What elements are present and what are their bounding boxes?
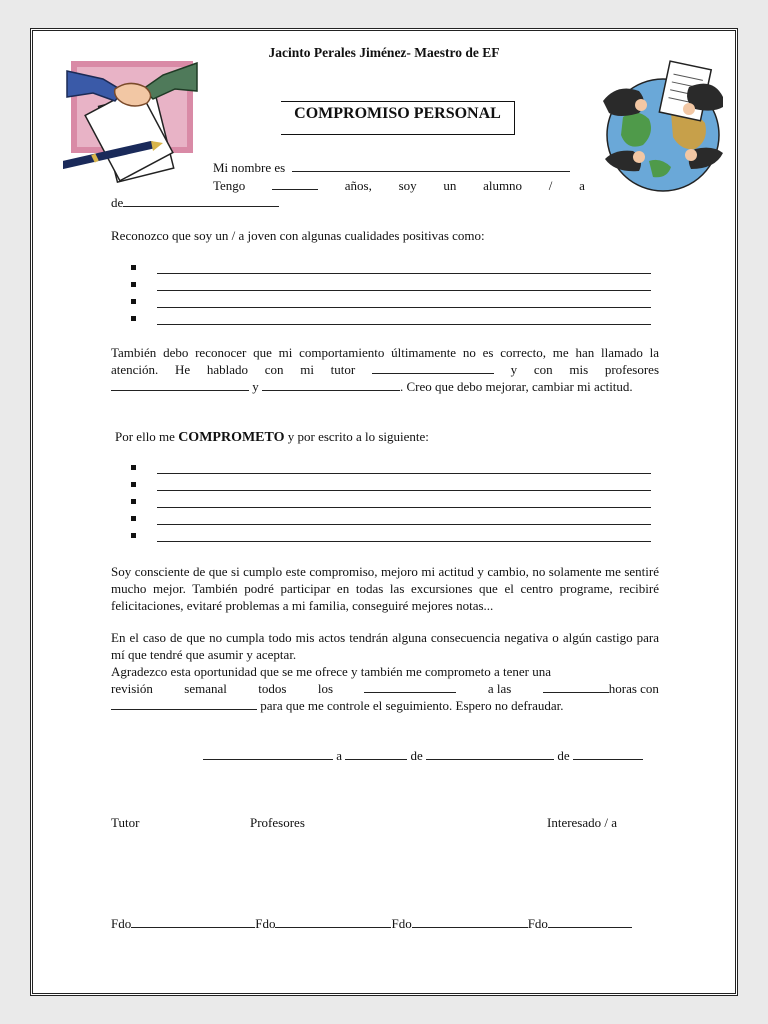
blank-line[interactable] xyxy=(157,273,651,274)
date-de-1: de xyxy=(410,748,423,763)
commit-line xyxy=(115,428,429,446)
list-item xyxy=(131,493,651,510)
controlador-field[interactable] xyxy=(111,697,257,710)
blank-line[interactable] xyxy=(157,307,651,308)
tutor-label: Tutor xyxy=(111,815,140,830)
profesores-label: Profesores xyxy=(250,815,305,830)
bullet-icon xyxy=(131,533,136,538)
year-field[interactable] xyxy=(573,747,643,760)
signature-field[interactable] xyxy=(131,915,255,928)
fdo-label: Fdo xyxy=(527,916,548,931)
page-header: Jacinto Perales Jiménez- Maestro de EF xyxy=(268,45,500,60)
list-item xyxy=(131,293,651,310)
blank-line[interactable] xyxy=(157,524,651,525)
signature-field[interactable] xyxy=(275,915,391,928)
todos-word: todos xyxy=(258,681,287,696)
horas-con-word: horas con xyxy=(608,681,659,696)
commitments-list xyxy=(131,459,651,544)
date-de-2: de xyxy=(557,748,570,763)
age-a: a xyxy=(579,178,585,193)
blank-line[interactable] xyxy=(157,490,651,491)
fdo-label: Fdo xyxy=(255,916,276,931)
qualities-list xyxy=(131,259,651,327)
tutor-field[interactable] xyxy=(372,361,494,374)
commit-post: y por escrito a lo siguiente: xyxy=(287,429,429,444)
age-anos: años, xyxy=(344,178,372,193)
behavior-text-1: También debo reconocer que mi comportamiento últimamente no es correcto, me han llamado la atención. He hablado con mi tutor xyxy=(111,345,659,377)
month-field[interactable] xyxy=(426,747,554,760)
blank-line[interactable] xyxy=(157,541,651,542)
list-item xyxy=(131,276,651,293)
date-a: a xyxy=(336,748,343,763)
behavior-paragraph xyxy=(111,344,659,395)
age-row xyxy=(213,177,585,194)
de-field[interactable] xyxy=(123,194,279,207)
agradezco-line-1: Agradezco esta oportunidad que se me ofrece y también me comprometo a tener una xyxy=(111,664,552,679)
commit-pre: Por ello me xyxy=(115,429,175,444)
name-field[interactable] xyxy=(292,159,570,172)
date-row xyxy=(203,747,643,764)
fdo-label: Fdo xyxy=(391,916,412,931)
signature-field[interactable] xyxy=(548,915,632,928)
semanal-word: semanal xyxy=(184,681,227,696)
document-title: COMPROMISO PERSONAL xyxy=(281,101,515,135)
hora-field[interactable] xyxy=(543,680,609,693)
age-slash: / xyxy=(548,178,553,193)
final-text: para que me controle el seguimiento. Espero no defraudar. xyxy=(260,698,564,713)
behavior-text-3: y xyxy=(252,379,259,394)
interesado-label: Interesado / a xyxy=(547,815,618,830)
commit-bold: COMPROMETO xyxy=(178,430,285,445)
profesor1-field[interactable] xyxy=(111,378,249,391)
consciente-paragraph: Soy consciente de que si cumplo este compromiso, mejoro mi actitud y cambio, no solamente me sentiré mucho mejor. También podré participar en todas las excursiones que el centro programe, recibiré felicitaciones, evitaré problemas a mi familia, conseguiré mejores notas... xyxy=(111,564,659,613)
place-field[interactable] xyxy=(203,747,333,760)
name-label: Mi nombre es xyxy=(213,160,286,175)
bullet-icon xyxy=(131,265,136,270)
age-tengo: Tengo xyxy=(213,178,246,193)
handshake-contract-icon xyxy=(63,57,201,187)
list-item xyxy=(131,510,651,527)
age-field[interactable] xyxy=(272,177,318,190)
bullet-icon xyxy=(131,499,136,504)
final-line xyxy=(111,697,659,714)
qualities-text: Reconozco que soy un / a joven con algunas cualidades positivas como: xyxy=(111,228,485,243)
age-alumno: alumno xyxy=(483,178,523,193)
signature-field[interactable] xyxy=(412,915,528,928)
bullet-icon xyxy=(131,299,136,304)
blank-line[interactable] xyxy=(157,290,651,291)
blank-line[interactable] xyxy=(157,473,651,474)
bullet-icon xyxy=(131,465,136,470)
revision-word: revisión xyxy=(111,681,153,696)
document-page xyxy=(30,28,738,996)
behavior-text-4: . Creo que debo mejorar, cambiar mi actitud. xyxy=(400,379,633,394)
list-item xyxy=(131,459,651,476)
de-row xyxy=(111,194,279,211)
a-las-word: a las xyxy=(487,681,512,696)
fdo-label: Fdo xyxy=(111,916,132,931)
list-item xyxy=(131,310,651,327)
day-field[interactable] xyxy=(345,747,407,760)
blank-line[interactable] xyxy=(157,507,651,508)
revision-row xyxy=(111,680,659,697)
caso-paragraph: En el caso de que no cumpla todo mis actos tendrán alguna consecuencia negativa o algún castigo para mí que tendré que asumir y aceptar. xyxy=(111,630,659,662)
list-item xyxy=(131,476,651,493)
bullet-icon xyxy=(131,282,136,287)
name-row xyxy=(213,159,653,176)
bullet-icon xyxy=(131,482,136,487)
age-un: un xyxy=(443,178,457,193)
signature-row xyxy=(111,915,632,932)
age-soy: soy xyxy=(398,178,417,193)
de-label: de xyxy=(111,195,124,210)
behavior-text-2: y con mis profesores xyxy=(510,362,660,377)
blank-line[interactable] xyxy=(157,324,651,325)
list-item xyxy=(131,527,651,544)
dia-field[interactable] xyxy=(364,680,456,693)
list-item xyxy=(131,259,651,276)
horas-group xyxy=(543,680,659,697)
bullet-icon xyxy=(131,516,136,521)
bullet-icon xyxy=(131,316,136,321)
los-word: los xyxy=(317,681,334,696)
profesor2-field[interactable] xyxy=(262,378,400,391)
